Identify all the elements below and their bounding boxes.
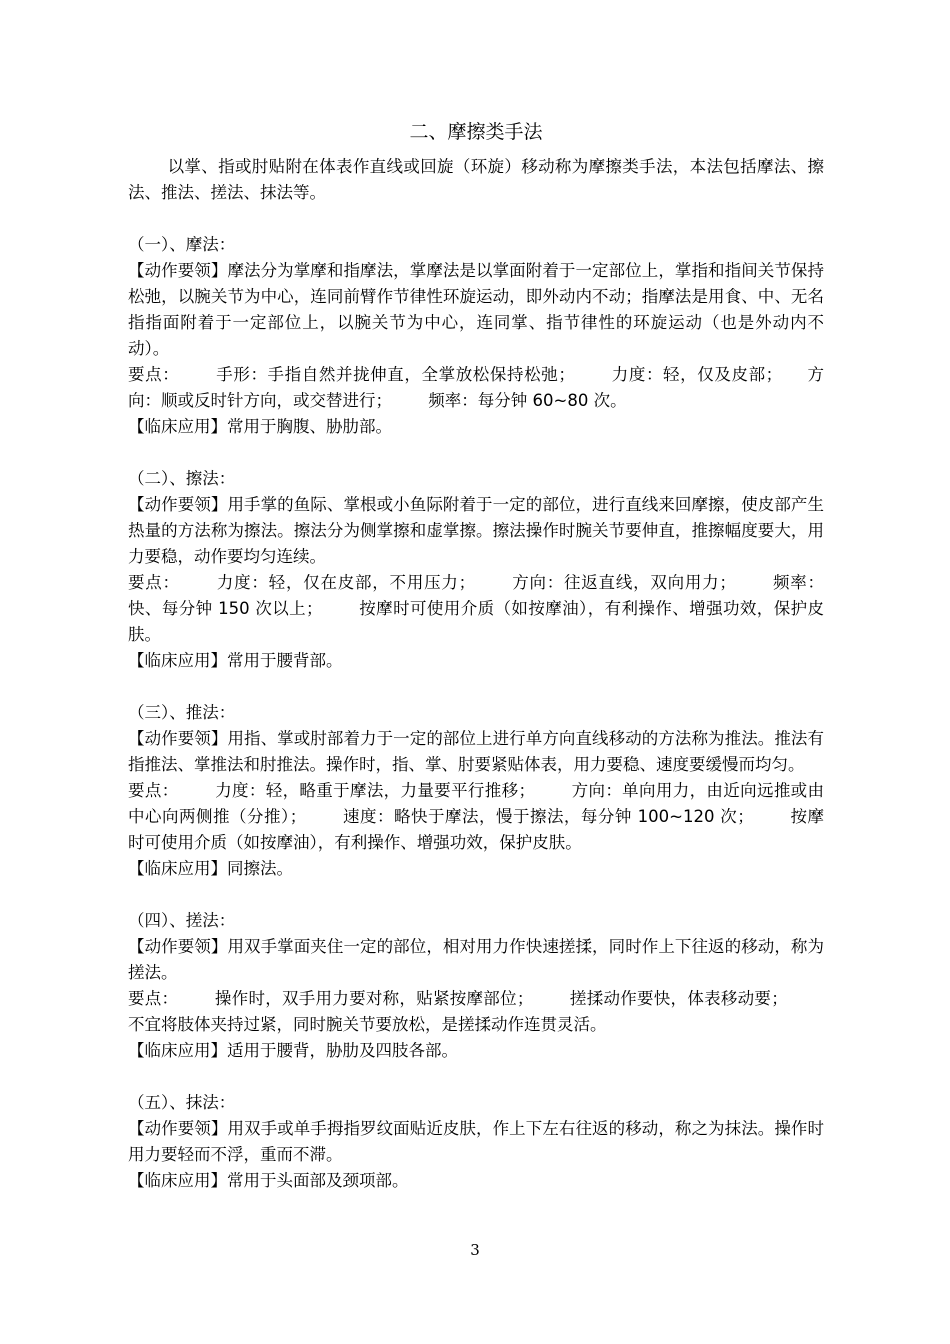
section-heading: （五）、抹法： <box>128 1093 236 1112</box>
section-heading: （四）、搓法： <box>128 911 236 930</box>
action-essentials: 【动作要领】用双手掌面夹住一定的部位，相对用力作快速搓揉，同时作上下往返的移动，称为搓法。 <box>128 937 824 982</box>
point-item: 按摩时可使用介质（如按摩油），有利操作、增强功效，保护皮肤。 <box>128 807 824 852</box>
intro-paragraph: 以掌、指或肘贴附在体表作直线或回旋（环旋）移动称为摩擦类手法，本法包括摩法、擦法、推法、搓法、抹法等。 <box>128 157 824 202</box>
section-mofa-wipe <box>128 1090 824 1194</box>
points-label: 要点： <box>128 989 179 1008</box>
action-essentials: 【动作要领】用双手或单手拇指罗纹面贴近皮肤，作上下左右往返的移动，称之为抹法。操作时用力要轻而不浮，重而不滞。 <box>128 1119 824 1164</box>
section-heading: （三）、推法： <box>128 703 236 722</box>
section-cafa <box>128 466 824 674</box>
point-item: 不宜将肢体夹持过紧，同时腕关节要放松，是搓揉动作连贯灵活。 <box>128 1015 607 1034</box>
section-heading: （二）、擦法： <box>128 469 236 488</box>
point-item: 方向：往返直线，双向用力； <box>511 573 736 592</box>
point-item: 力度：轻，略重于摩法，力量要平行推移； <box>214 781 535 800</box>
clinical-application: 【临床应用】适用于腰背，胁肋及四肢各部。 <box>128 1041 458 1060</box>
point-item: 搓揉动作要快，体表移动要； <box>569 989 788 1008</box>
document-body <box>128 118 824 1194</box>
point-item: 力度：轻，仅在皮部，不用压力； <box>216 573 476 592</box>
action-essentials: 【动作要领】用指、掌或肘部着力于一定的部位上进行单方向直线移动的方法称为推法。推法有指推法、掌推法和肘推法。操作时，指、掌、肘要紧贴体表，用力要稳、速度要缓慢而均匀。 <box>128 729 824 774</box>
point-item: 方向：单向用力，由近向远推或由中心向两侧推（分推）； <box>128 781 825 826</box>
point-item: 速度：略快于摩法，慢于擦法，每分钟 100~120 次； <box>342 807 754 826</box>
clinical-application: 【临床应用】常用于头面部及颈项部。 <box>128 1171 409 1190</box>
point-item: 方向：顺或反时针方向，或交替进行； <box>128 365 825 410</box>
points-label: 要点： <box>128 573 180 592</box>
clinical-application: 【临床应用】常用于胸腹、胁肋部。 <box>128 417 392 436</box>
page-title: 二、摩擦类手法 <box>409 121 543 143</box>
points-label: 要点： <box>128 365 180 384</box>
points-label: 要点： <box>128 781 179 800</box>
key-points <box>128 778 824 856</box>
point-item: 按摩时可使用介质（如按摩油），有利操作、增强功效，保护皮肤。 <box>128 599 825 644</box>
page-number: 3 <box>470 1241 480 1259</box>
section-cuofa <box>128 908 824 1064</box>
point-item: 力度：轻，仅及皮部； <box>611 365 783 384</box>
clinical-application: 【临床应用】同擦法。 <box>128 859 293 878</box>
section-mofa <box>128 232 824 440</box>
section-tuifa <box>128 700 824 882</box>
key-points <box>128 570 824 648</box>
point-item: 操作时，双手用力要对称，贴紧按摩部位； <box>214 989 534 1008</box>
section-heading: （一）、摩法： <box>128 235 236 254</box>
point-item: 频率：每分钟 60~80 次。 <box>428 391 627 410</box>
point-item: 频率：快、每分钟 150 次以上； <box>128 573 825 618</box>
key-points <box>128 362 824 414</box>
clinical-application: 【临床应用】常用于腰背部。 <box>128 651 343 670</box>
key-points <box>128 986 824 1038</box>
action-essentials: 【动作要领】摩法分为掌摩和指摩法，掌摩法是以掌面附着于一定部位上，掌指和指间关节保持松弛，以腕关节为中心，连同前臂作节律性环旋运动，即外动内不动；指摩法是用食、中、无名指指面附着于一定部位上，以腕关节为中心，连同掌、指节律性的环旋运动（也是外动内不动）。 <box>128 261 824 358</box>
action-essentials: 【动作要领】用手掌的鱼际、掌根或小鱼际附着于一定的部位，进行直线来回摩擦，使皮部产生热量的方法称为擦法。擦法分为侧掌擦和虚掌擦。擦法操作时腕关节要伸直，推擦幅度要大，用力要稳，动作要均匀连续。 <box>128 495 824 566</box>
point-item: 手形：手指自然并拢伸直，全掌放松保持松弛； <box>215 365 575 384</box>
